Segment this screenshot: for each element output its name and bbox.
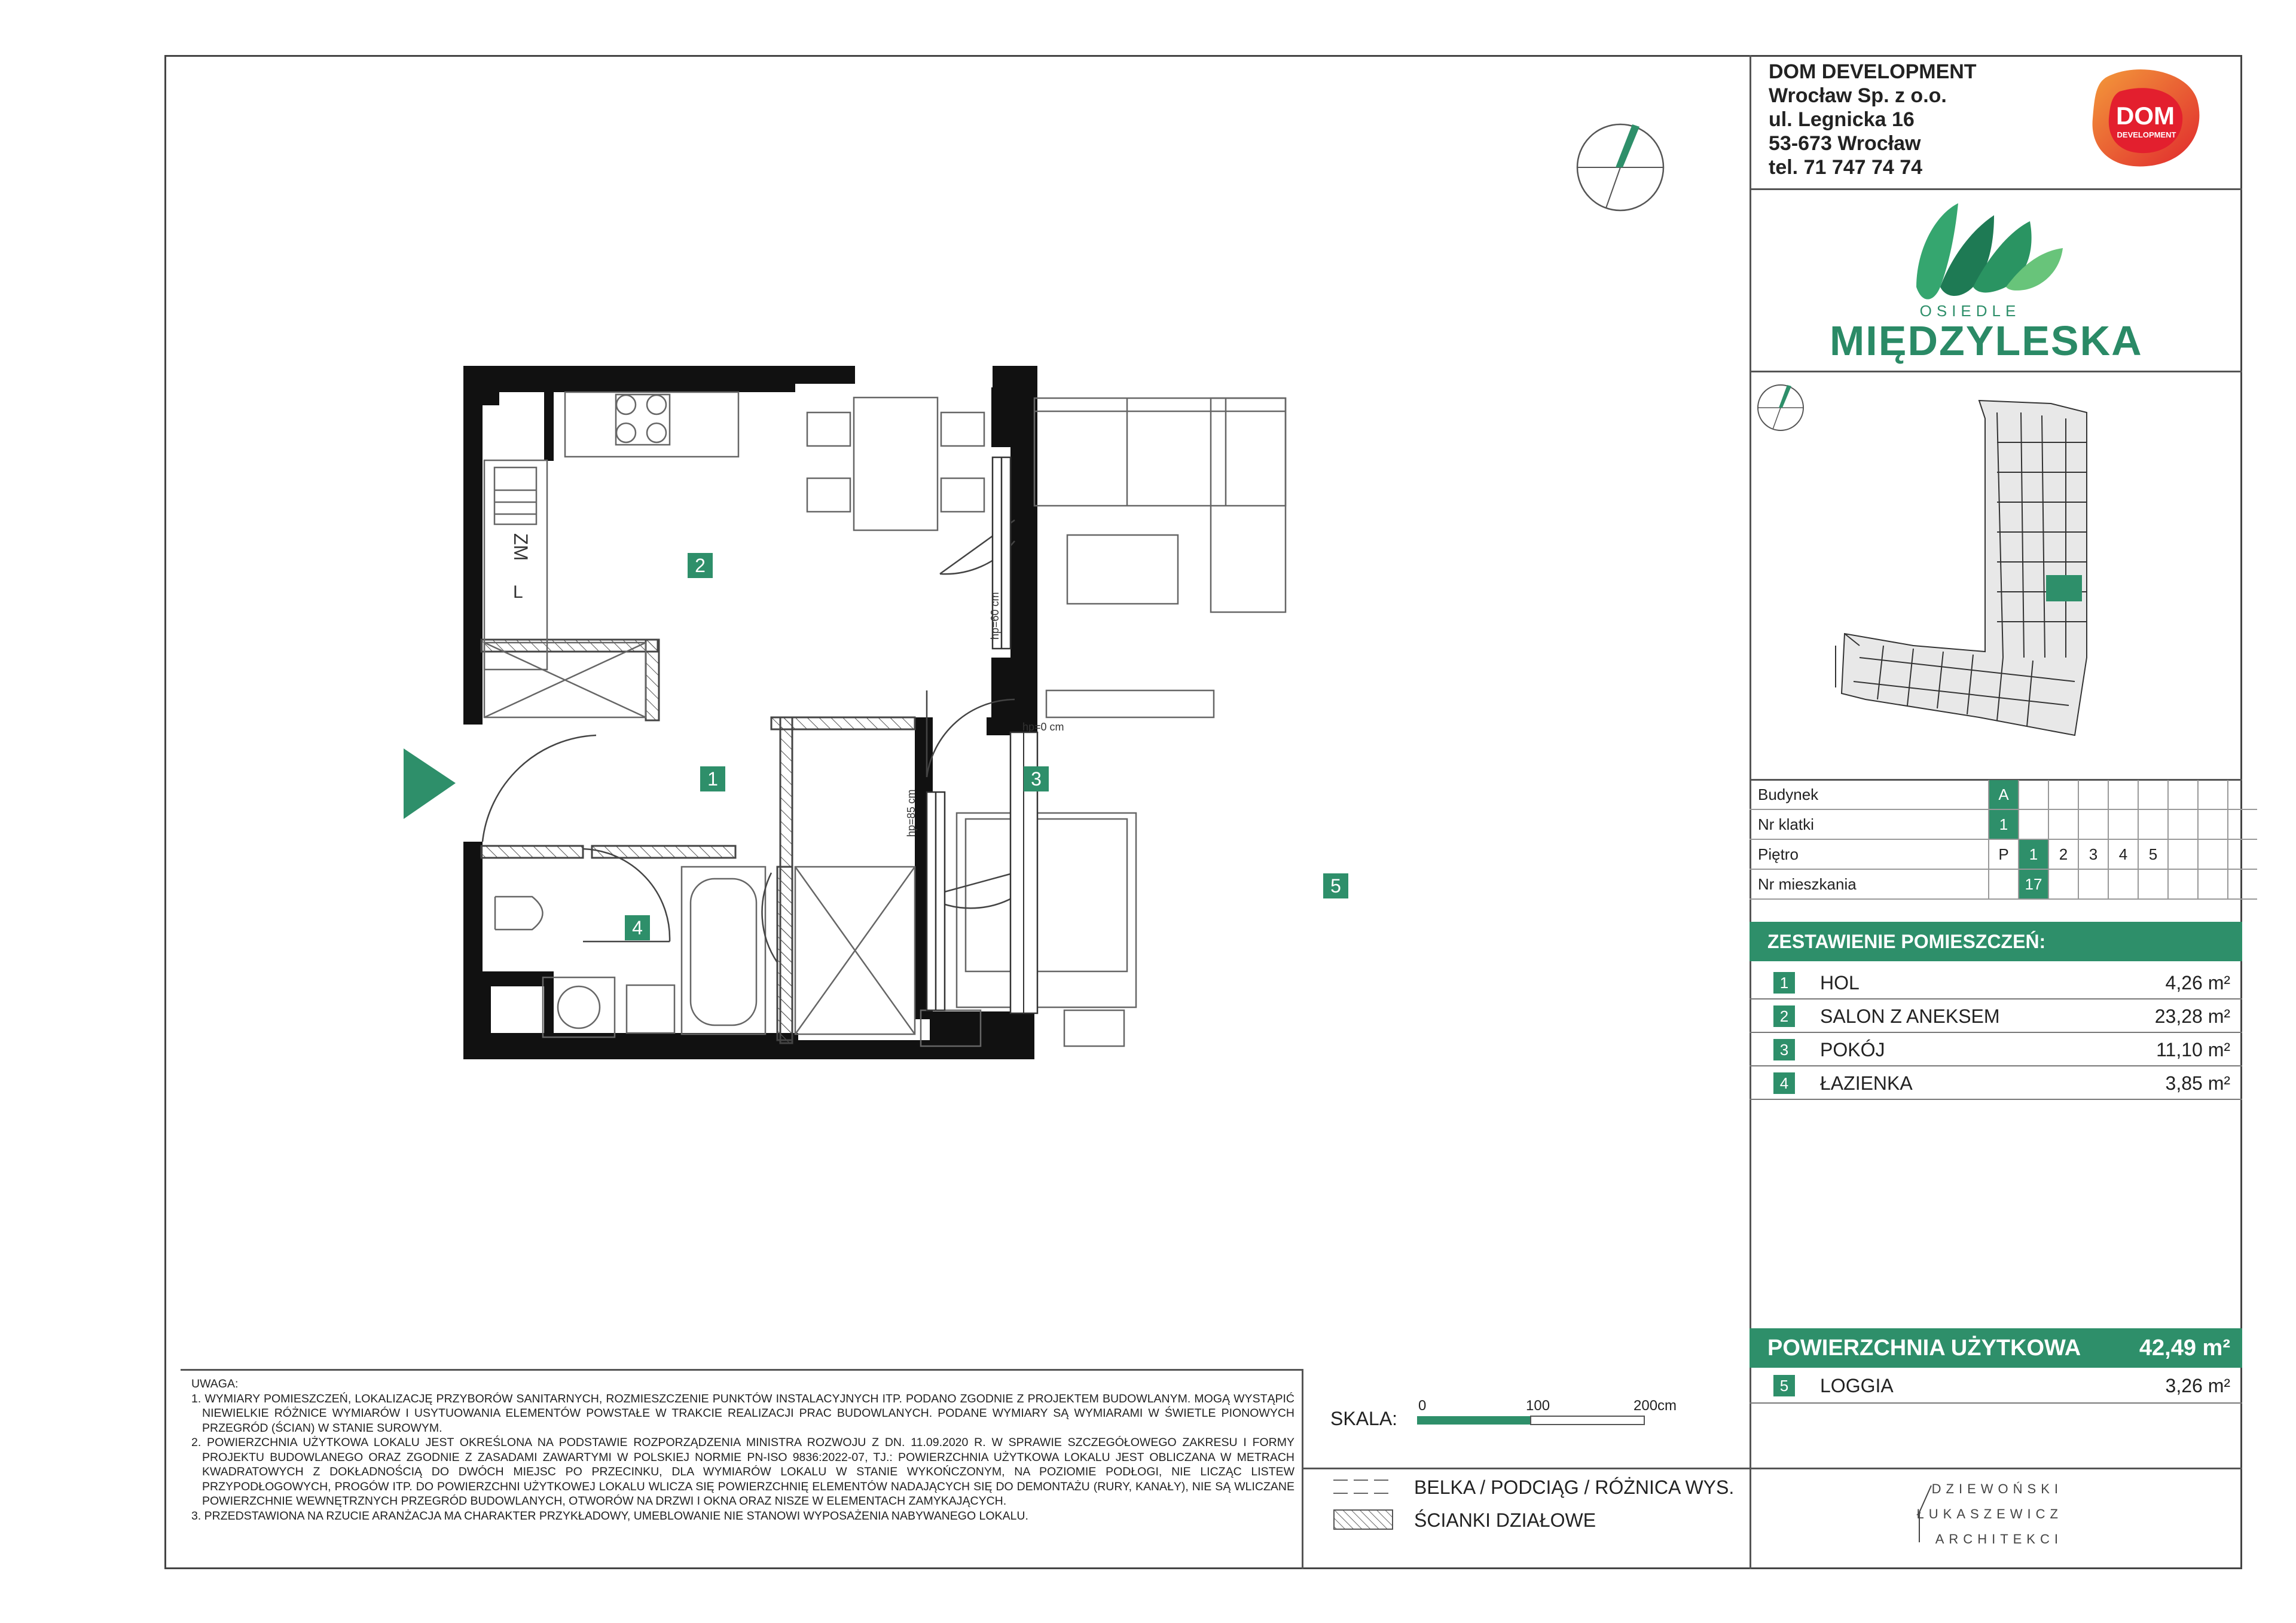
scale-segment-filled bbox=[1417, 1416, 1531, 1425]
location-label: Nr klatki bbox=[1750, 809, 1989, 839]
legend-text: ŚCIANKI DZIAŁOWE bbox=[1414, 1509, 1596, 1531]
row-staircase: Nr klatki 1 bbox=[1750, 809, 2257, 839]
row-apartment-number: Nr mieszkania 17 bbox=[1750, 869, 2257, 899]
room-number: 2 bbox=[1773, 1005, 1795, 1027]
scale-bar bbox=[1411, 1396, 1686, 1432]
room-name: SALON Z ANEKSEM bbox=[1820, 1005, 2000, 1027]
notes bbox=[191, 1377, 1294, 1523]
highlighted-apartment bbox=[2046, 575, 2082, 601]
room-row bbox=[1750, 966, 2242, 1000]
annotation-hp0: hp=0 cm bbox=[1022, 721, 1064, 733]
loggia-number: 5 bbox=[1773, 1375, 1795, 1396]
loggia-row bbox=[1750, 1368, 2242, 1404]
svg-text:DZIEWOŃSKI: DZIEWOŃSKI bbox=[1931, 1481, 2063, 1496]
company-city: 53-673 Wrocław bbox=[1769, 132, 1921, 155]
annotation-l: L bbox=[513, 582, 523, 602]
company-address bbox=[1769, 60, 1977, 179]
architect-logo bbox=[1913, 1477, 2093, 1554]
room-label-2: 2 bbox=[688, 553, 713, 578]
room-number: 3 bbox=[1773, 1039, 1795, 1060]
room-name: ŁAZIENKA bbox=[1820, 1072, 1913, 1094]
annotation-zm: ZM bbox=[510, 533, 532, 561]
room-row bbox=[1750, 1000, 2242, 1033]
svg-text:ŁUKASZEWICZ: ŁUKASZEWICZ bbox=[1916, 1506, 2063, 1521]
location-label: Budynek bbox=[1750, 780, 1989, 809]
scale-label: SKALA: bbox=[1330, 1408, 1398, 1429]
total-label: POWIERZCHNIA UŻYTKOWA bbox=[1767, 1335, 2081, 1361]
hatched-wall-icon bbox=[1333, 1509, 1393, 1530]
loggia-name: LOGGIA bbox=[1820, 1375, 1894, 1396]
compass-small-icon bbox=[1755, 383, 1806, 433]
room-number: 4 bbox=[1773, 1072, 1795, 1094]
total-area: 42,49 m² bbox=[2139, 1335, 2230, 1361]
floor-plan bbox=[389, 359, 1465, 1076]
room-area: 23,28 m² bbox=[2154, 1005, 2230, 1027]
room-name: HOL bbox=[1820, 972, 1860, 994]
room-row bbox=[1750, 1066, 2242, 1100]
room-label-1: 1 bbox=[700, 766, 725, 791]
room-name: POKÓJ bbox=[1820, 1039, 1885, 1060]
room-area: 11,10 m² bbox=[2156, 1039, 2230, 1060]
company-name: DOM DEVELOPMENT bbox=[1769, 60, 1977, 83]
dom-development-logo bbox=[2084, 65, 2206, 172]
total-usable-area bbox=[1750, 1328, 2242, 1368]
divider bbox=[1750, 1468, 2242, 1469]
company-street: ul. Legnicka 16 bbox=[1769, 108, 1915, 131]
note-item: 2. POWIERZCHNIA UŻYTKOWA LOKALU JEST OKREŚLONA NA PODSTAWIE ROZPORZĄDZENIA MINISTRA ROZWOJU Z DN. 11.09.2020 R. W SPRAWIE SZCZEGÓŁOWEGO ZAKRESU I FORMY PROJEKTU BUDOWLANEGO ORAZ ZGODNIE Z ZASADAMI ZAWARTYMI W POLSKIEJ NORMIE PN-ISO 9836:2022-07, TJ.: POWIERZCHNIA UŻYTKOWA LOKALU JEST OBLICZANA W METRACH KWADRATOWYCH Z DOKŁADNOŚCIĄ DO DWÓCH MIEJSC PO PRZECINKU, DLA WYMIARÓW LOKALU W STANIE WYKOŃCZONYM, NA POZIOMIE PODŁOGI, NIE LICZĄC LISTEW PRZYPODŁOGOWYCH, PROGÓW ITP. DO POWIERZCHNI UŻYTKOWEJ LOKALU WLICZA SIĘ POWIERZCHNIĘ ELEMENTÓW NADAJĄCYCH SIĘ DO DEMONTAŻU (RURY, KANAŁY), NIE SĄ WLICZANE POWIERZCHNIE WEWNĘTRZNYCH PRZEGRÓD BUDOWLANYCH, OTWORÓW NA DRZWI I OKNA ORAZ NISZE W ELEMENTACH ZAMYKAJĄCYCH. bbox=[191, 1436, 1294, 1508]
scale-tick: 0 bbox=[1418, 1398, 1427, 1414]
scale-tick: 200cm bbox=[1634, 1398, 1677, 1414]
divider bbox=[1303, 1468, 1750, 1469]
annotation-hp60: hp=60 cm bbox=[989, 592, 1001, 640]
room-label-4: 4 bbox=[625, 915, 650, 940]
scale-segment-empty bbox=[1531, 1416, 1644, 1425]
room-row bbox=[1750, 1033, 2242, 1066]
compass-icon bbox=[1573, 120, 1668, 215]
svg-text:DOM: DOM bbox=[2116, 102, 2175, 130]
loggia-area: 3,26 m² bbox=[2165, 1375, 2230, 1396]
note-item: 3. PRZEDSTAWIONA NA RZUCIE ARANŻACJA MA CHARAKTER PRZYKŁADOWY, UMEBLOWANIE NIE STANOWI WYPOSAŻENIA NABYWANEGO LOKALU. bbox=[191, 1509, 1028, 1523]
company-phone: tel. 71 747 74 74 bbox=[1769, 156, 1923, 179]
row-building: Budynek A bbox=[1750, 780, 2257, 809]
room-area: 3,85 m² bbox=[2165, 1072, 2230, 1094]
dashed-line-icon bbox=[1333, 1477, 1393, 1497]
location-table bbox=[1750, 780, 2257, 900]
rooms-header: ZESTAWIENIE POMIESZCZEŃ: bbox=[1750, 922, 2242, 961]
room-number: 1 bbox=[1773, 972, 1795, 994]
annotation-hp85: hp=85 cm bbox=[905, 789, 917, 837]
project-name: MIĘDZYLESKA bbox=[1830, 317, 2143, 364]
legend-text: BELKA / PODCIĄG / RÓŻNICA WYS. bbox=[1414, 1477, 1735, 1498]
company-line: Wrocław Sp. z o.o. bbox=[1769, 84, 1947, 107]
room-label-3: 3 bbox=[1024, 766, 1049, 791]
notes-title: UWAGA: bbox=[191, 1377, 239, 1390]
note-item: 1. WYMIARY POMIESZCZEŃ, LOKALIZACJĘ PRZYBORÓW SANITARNYCH, ROZMIESZCZENIE PUNKTÓW INSTALACYJNYCH ITP. PODANO ZGODNIE Z PROJEKTEM BUDOWLANYM. MOGĄ WYSTĄPIĆ NIEWIELKIE RÓŻNICE WYMIARÓW I USYTUOWANIA ELEMENTÓW POWSTAŁE W TRAKCIE REALIZACJI PRAC BUDOWLANYCH. PODANE WYMIARY SĄ WYMIARAMI W ŚWIETLE PIONOWYCH PRZEGRÓD (ŚCIAN) W STANIE SUROWYM. bbox=[191, 1392, 1294, 1435]
project-subtitle: OSIEDLE bbox=[1919, 302, 2021, 320]
scale-tick: 100 bbox=[1526, 1398, 1550, 1414]
divider bbox=[1750, 371, 2242, 372]
room-area: 4,26 m² bbox=[2165, 972, 2230, 994]
building-key-plan bbox=[1824, 383, 2105, 741]
location-label: Piętro bbox=[1750, 839, 1989, 869]
entrance-arrow-icon bbox=[404, 748, 456, 819]
room-label-5: 5 bbox=[1323, 873, 1348, 898]
location-label: Nr mieszkania bbox=[1750, 869, 1989, 899]
row-floor: Piętro P 1 2 3 4 5 bbox=[1750, 839, 2257, 869]
divider bbox=[1750, 188, 2242, 190]
svg-text:DEVELOPMENT: DEVELOPMENT bbox=[2117, 130, 2176, 139]
svg-text:ARCHITEKCI: ARCHITEKCI bbox=[1935, 1532, 2063, 1546]
